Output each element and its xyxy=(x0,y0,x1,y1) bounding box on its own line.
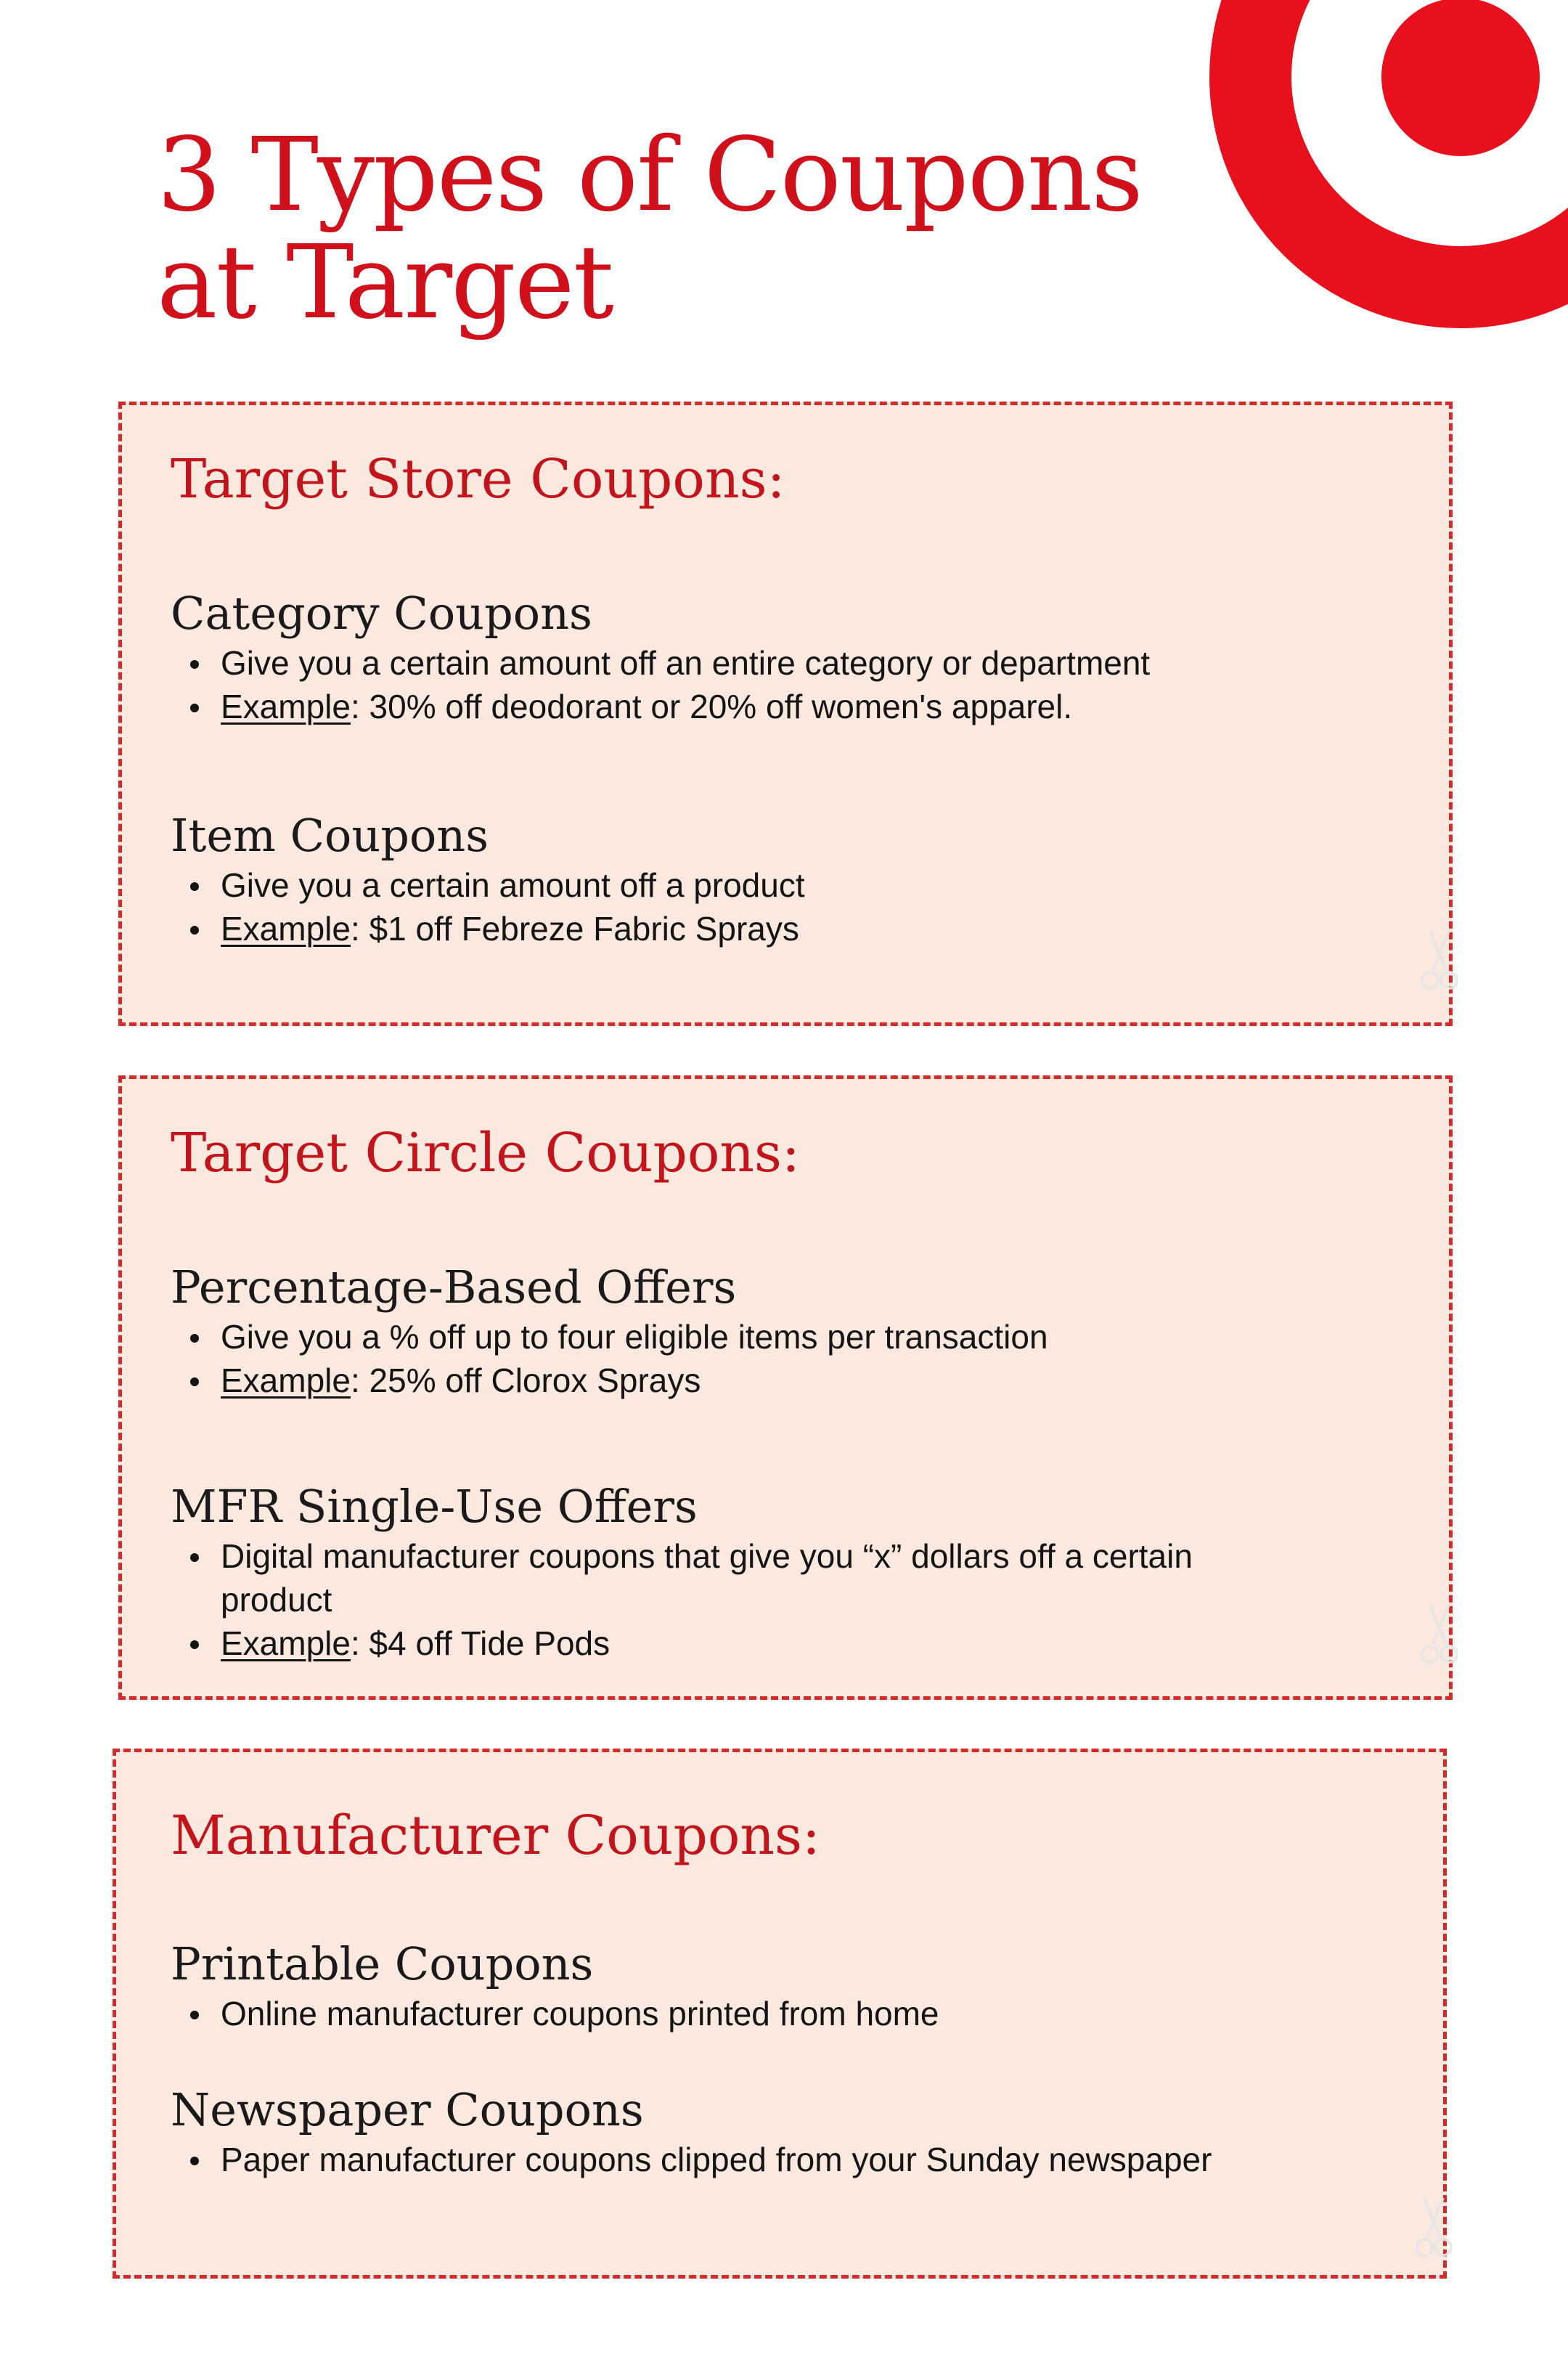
target-bullseye-icon xyxy=(1206,0,1568,331)
item-coupons-list xyxy=(221,863,1411,951)
printable-coupons-list xyxy=(221,1992,1411,2035)
example-text: : $1 off Febreze Fabric Sprays xyxy=(350,910,799,948)
category-coupons-list xyxy=(221,641,1411,728)
section-title: Target Store Coupons: xyxy=(171,448,785,510)
printable-coupons-heading: Printable Coupons xyxy=(171,1937,594,1990)
example-label: Example xyxy=(221,1624,351,1662)
item-coupons-heading: Item Coupons xyxy=(171,809,489,862)
list-item: Give you a % off up to four eligible items per transaction xyxy=(221,1315,1411,1359)
target-store-coupons-box xyxy=(118,402,1453,1026)
scissors-icon xyxy=(1416,2195,1452,2260)
list-item: Give you a certain amount off an entire category or department xyxy=(221,641,1411,685)
target-circle-coupons-box xyxy=(118,1075,1453,1700)
page-title-line-2: at Target xyxy=(157,224,613,342)
mfr-single-use-list xyxy=(221,1534,1310,1665)
example-text: : 30% off deodorant or 20% off women's apparel. xyxy=(350,688,1073,725)
percentage-offers-heading: Percentage-Based Offers xyxy=(171,1261,737,1314)
example-label: Example xyxy=(221,688,351,725)
list-item: Online manufacturer coupons printed from home xyxy=(221,1992,1411,2035)
scissors-icon xyxy=(1421,928,1458,993)
list-item xyxy=(221,907,1411,951)
category-coupons-heading: Category Coupons xyxy=(171,587,592,640)
list-item xyxy=(221,685,1411,728)
example-text: : $4 off Tide Pods xyxy=(350,1624,611,1662)
page-title xyxy=(157,116,1142,342)
list-item xyxy=(221,1359,1411,1402)
page-title-line-1: 3 Types of Coupons xyxy=(157,116,1142,235)
list-item xyxy=(221,1621,1310,1665)
scissors-icon xyxy=(1421,1602,1458,1667)
example-label: Example xyxy=(221,910,351,948)
example-label: Example xyxy=(221,1361,351,1399)
list-item: Digital manufacturer coupons that give you “x” dollars off a certain product xyxy=(221,1534,1310,1621)
newspaper-coupons-list xyxy=(221,2138,1281,2181)
section-title: Manufacturer Coupons: xyxy=(171,1804,820,1867)
newspaper-coupons-heading: Newspaper Coupons xyxy=(171,2083,644,2136)
mfr-single-use-heading: MFR Single-Use Offers xyxy=(171,1480,698,1533)
example-text: : 25% off Clorox Sprays xyxy=(350,1361,701,1399)
list-item: Paper manufacturer coupons clipped from your Sunday newspaper xyxy=(221,2138,1281,2181)
list-item: Give you a certain amount off a product xyxy=(221,863,1411,907)
manufacturer-coupons-box xyxy=(113,1749,1447,2279)
percentage-offers-list xyxy=(221,1315,1411,1402)
section-title: Target Circle Coupons: xyxy=(171,1122,800,1184)
